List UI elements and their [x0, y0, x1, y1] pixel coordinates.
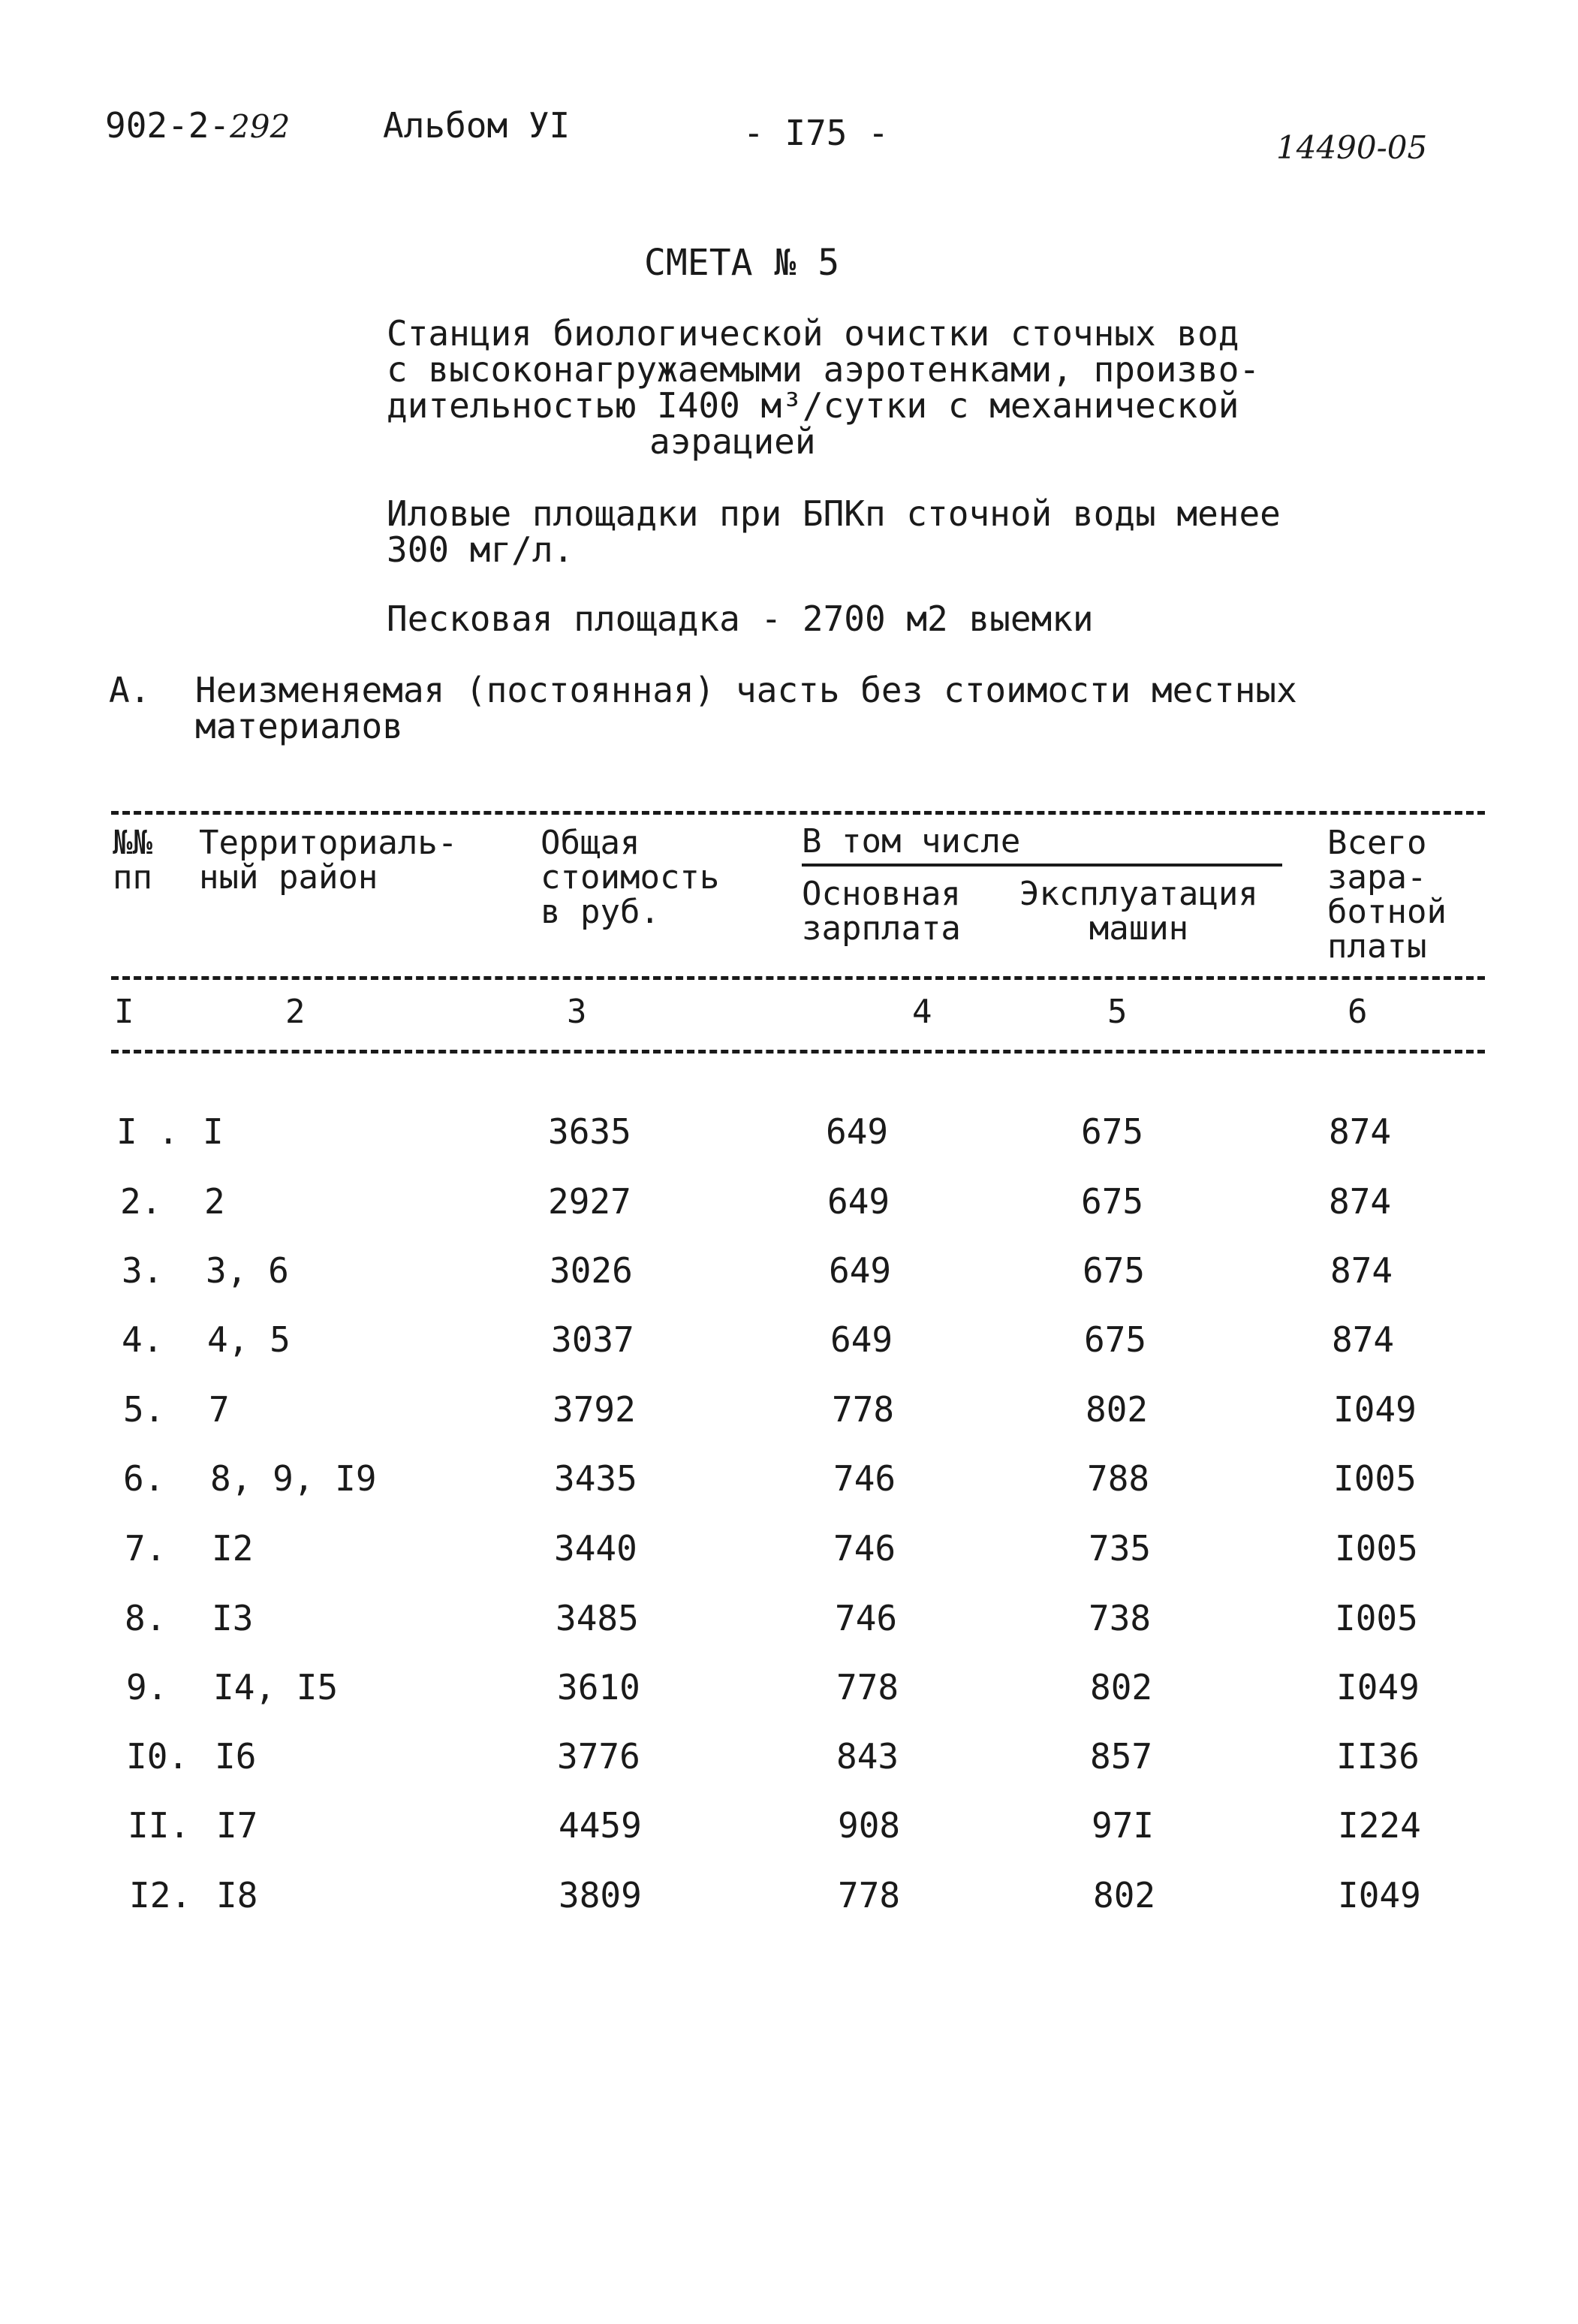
row-wages: I005: [1335, 1598, 1418, 1638]
row-machines: 675: [1081, 1111, 1144, 1152]
sludge-line: Иловые площадки при БПКп сточной воды менее: [387, 493, 1281, 534]
row-region: 7: [209, 1389, 230, 1430]
row-number: I0.: [126, 1736, 189, 1777]
row-salary: 778: [832, 1389, 895, 1430]
sludge-line: 300 мг/л.: [387, 529, 574, 570]
column-number: 4: [912, 993, 932, 1031]
doc-code-suffix: 292: [230, 108, 291, 145]
row-machines: 802: [1086, 1389, 1149, 1430]
row-wages: I049: [1338, 1875, 1421, 1916]
column-number: 2: [285, 993, 306, 1031]
table-row: [0, 1667, 1578, 1712]
page-number: - I75 -: [743, 113, 889, 153]
row-region: I3: [212, 1598, 254, 1638]
row-wages: I049: [1336, 1667, 1420, 1708]
header-total-cost: Общая стоимость в руб.: [541, 824, 720, 931]
row-machines: 802: [1093, 1875, 1156, 1916]
row-region: 2: [204, 1181, 225, 1222]
row-salary: 908: [838, 1805, 901, 1846]
row-number: I .: [116, 1111, 179, 1152]
row-wages: 874: [1329, 1181, 1392, 1222]
section-letter: А.: [109, 670, 151, 710]
row-wages: 874: [1332, 1319, 1395, 1360]
row-salary: 649: [826, 1111, 889, 1152]
row-total: 3792: [553, 1389, 636, 1430]
table-row: [0, 1736, 1578, 1781]
table-top-rule: [111, 811, 1485, 815]
row-region: I6: [215, 1736, 257, 1777]
row-machines: 738: [1089, 1598, 1152, 1638]
table-row: [0, 1458, 1578, 1503]
table-row: [0, 1528, 1578, 1573]
row-number: I2.: [129, 1875, 192, 1916]
row-total: 3776: [557, 1736, 640, 1777]
sludge-beds-text: [387, 493, 1281, 570]
description-line: дительностью I400 м³/сутки с механической: [387, 385, 1239, 426]
row-machines: 802: [1090, 1667, 1153, 1708]
row-region: I4, I5: [213, 1667, 339, 1708]
estimate-title: СМЕТА № 5: [644, 242, 840, 284]
column-number: 6: [1348, 993, 1368, 1031]
row-total: 3435: [554, 1458, 637, 1499]
header-base-salary: Основная зарплата: [802, 875, 961, 948]
row-wages: I005: [1335, 1528, 1418, 1569]
row-total: 3635: [548, 1111, 631, 1152]
section-line: материалов: [195, 706, 403, 746]
row-wages: 874: [1329, 1111, 1392, 1152]
row-machines: 675: [1081, 1181, 1144, 1222]
header-region: Территориаль- ный район: [199, 824, 458, 897]
sand-pad-text: Песковая площадка - 2700 м2 выемки: [387, 598, 1094, 639]
row-region: I: [203, 1111, 224, 1152]
row-number: 4.: [122, 1319, 164, 1360]
row-wages: I005: [1333, 1458, 1417, 1499]
description-line: с высоконагружаемыми аэротенками, произво-: [387, 349, 1260, 390]
row-region: I7: [216, 1805, 258, 1846]
row-total: 3485: [556, 1598, 639, 1638]
row-region: 3, 6: [206, 1250, 289, 1291]
description: [387, 315, 1260, 460]
row-salary: 843: [836, 1736, 899, 1777]
header-bottom-rule: [111, 976, 1485, 980]
column-number: I: [114, 993, 134, 1031]
row-salary: 778: [838, 1875, 901, 1916]
description-line: аэрацией: [649, 421, 816, 462]
column-number: 5: [1107, 993, 1128, 1031]
row-machines: 788: [1087, 1458, 1150, 1499]
row-region: I2: [212, 1528, 254, 1569]
row-number: 6.: [123, 1458, 165, 1499]
header-number: №№ пп: [113, 824, 152, 897]
row-salary: 649: [830, 1319, 893, 1360]
row-machines: 857: [1090, 1736, 1153, 1777]
row-wages: II36: [1336, 1736, 1420, 1777]
row-region: 8, 9, I9: [210, 1458, 377, 1499]
group-underline: [802, 864, 1282, 867]
row-number: 9.: [126, 1667, 168, 1708]
row-salary: 778: [836, 1667, 899, 1708]
row-number: 7.: [125, 1528, 167, 1569]
row-total: 3610: [557, 1667, 640, 1708]
row-number: II.: [128, 1805, 191, 1846]
table-row: [0, 1181, 1578, 1226]
row-machines: 735: [1089, 1528, 1152, 1569]
row-wages: I224: [1338, 1805, 1421, 1846]
row-total: 2927: [548, 1181, 631, 1222]
row-machines: 97I: [1092, 1805, 1155, 1846]
row-salary: 746: [833, 1458, 896, 1499]
row-total: 3809: [559, 1875, 642, 1916]
table-row: [0, 1319, 1578, 1364]
table-row: [0, 1389, 1578, 1434]
row-salary: 746: [835, 1598, 898, 1638]
column-numbers-rule: [111, 1050, 1485, 1053]
row-number: 5.: [123, 1389, 165, 1430]
row-total: 3026: [550, 1250, 633, 1291]
row-number: 3.: [122, 1250, 164, 1291]
row-salary: 649: [829, 1250, 892, 1291]
row-wages: I049: [1333, 1389, 1417, 1430]
row-salary: 649: [827, 1181, 890, 1222]
row-total: 4459: [559, 1805, 642, 1846]
header-total-wages: Всего зара- ботной платы: [1327, 824, 1447, 966]
table-row: [0, 1250, 1578, 1295]
row-region: 4, 5: [207, 1319, 291, 1360]
album-label: Альбом УI: [383, 105, 571, 146]
header-group: В том числе: [802, 822, 1021, 861]
doc-code-prefix: 902-2-: [105, 105, 230, 146]
row-machines: 675: [1084, 1319, 1147, 1360]
archive-number: 14490-05: [1276, 129, 1428, 166]
row-region: I8: [216, 1875, 258, 1916]
table-row: [0, 1875, 1578, 1920]
section-line: Неизменяемая (постоянная) часть без стоимости местных: [195, 670, 1297, 710]
row-wages: 874: [1330, 1250, 1393, 1291]
table-row: [0, 1805, 1578, 1850]
row-number: 8.: [125, 1598, 167, 1638]
row-total: 3037: [551, 1319, 634, 1360]
section-heading: [195, 672, 1297, 744]
table-row: [0, 1598, 1578, 1643]
column-number: 3: [567, 993, 587, 1031]
row-number: 2.: [120, 1181, 162, 1222]
description-line: Станция биологической очистки сточных вод: [387, 313, 1239, 354]
row-machines: 675: [1083, 1250, 1146, 1291]
row-total: 3440: [554, 1528, 637, 1569]
row-salary: 746: [833, 1528, 896, 1569]
header-machine-operation: Эксплуатация машин: [1019, 875, 1258, 948]
doc-code: [105, 105, 290, 146]
table-row: [0, 1111, 1578, 1156]
